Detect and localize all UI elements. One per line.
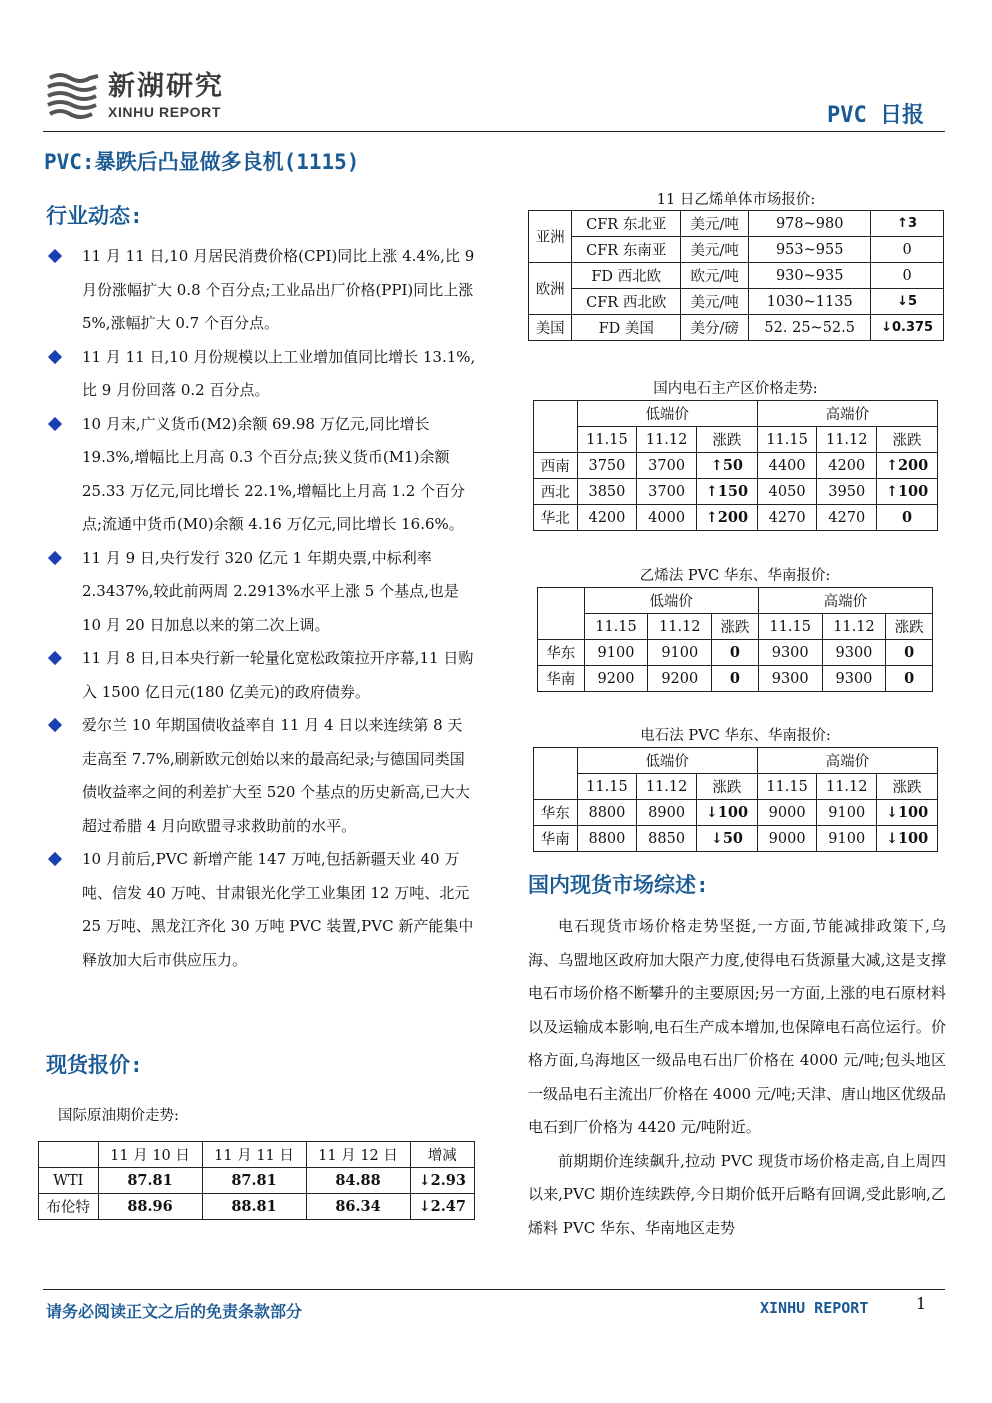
footer-brand: XINHU REPORT: [760, 1299, 869, 1317]
value-cell: 87.81: [98, 1168, 202, 1194]
value-cell: 4270: [817, 505, 877, 531]
unit-cell: 欧元/吨: [681, 263, 749, 289]
header-cell: 11 月 12 日: [306, 1142, 410, 1168]
value-cell: 8900: [637, 800, 697, 826]
bullet-text: 11 月 11 日,10 月居民消费价格(CPI)同比上涨 4.4%,比 9 月份涨幅扩大 0.8 个百分点;工业品出厂价格(PPI)同比上涨 5%,涨幅扩大 0.7 个百分点。: [82, 247, 475, 332]
ethylene-pvc-table: [537, 587, 933, 692]
logo: [46, 70, 246, 126]
high-price-header: 高端价: [757, 748, 937, 774]
term-cell: CFR 东北亚: [572, 211, 681, 237]
bullet-text: 10 月末,广义货币(M2)余额 69.98 万亿元,同比增长 19.3%,增幅比上月高 0.3 个百分点;狭义货币(M1)余额 25.33 万亿元,同比增长 22.1%,增幅比上月高 1.2 个百分点;流通中货币(M0)余额 4.16 万亿元,同比增长 16.6%。: [82, 414, 466, 533]
domestic-para-2: 前期期价连续飙升,拉动 PVC 现货市场价格走高,自上周四以来,PVC 期价连续跌停,今日期价低开后略有回调,受此影响,乙烯料 PVC 华东、华南地区走势: [528, 1151, 946, 1237]
table-row: [529, 237, 944, 263]
region-cell: 欧洲: [529, 263, 572, 315]
term-cell: CFR 西北欧: [572, 289, 681, 315]
value-cell: 3950: [817, 479, 877, 505]
value-cell: 9000: [757, 800, 817, 826]
price-cell: 978~980: [749, 211, 871, 237]
table-row: [39, 1142, 475, 1168]
table-row: [538, 666, 933, 692]
bullet-text: 10 月前后,PVC 新增产能 147 万吨,包括新疆天业 40 万吨、信发 40 万吨、甘肃银光化学工业集团 12 万吨、北元 25 万吨、黑龙江齐化 30 万吨 PVC 装置,PVC 新产能集中释放加大后市供应压力。: [82, 850, 474, 969]
value-cell: 9200: [584, 666, 648, 692]
table-row: [534, 427, 938, 453]
value-cell: 4000: [637, 505, 697, 531]
table-row: [529, 263, 944, 289]
region-cell: 华南: [534, 826, 578, 852]
diamond-bullet-icon: [48, 550, 62, 564]
carbide-pvc-table: [533, 747, 938, 852]
bullet-item: [46, 408, 476, 542]
sub-header-cell: 涨跌: [877, 427, 938, 453]
ethylene-table: [528, 210, 944, 341]
table-row: [534, 826, 938, 852]
ethylene-caption: 11 日乙烯单体市场报价:: [656, 192, 816, 208]
table-row: [534, 453, 938, 479]
high-price-header: 高端价: [757, 401, 937, 427]
section-industry: 行业动态:: [46, 204, 143, 228]
table-row: [538, 640, 933, 666]
unit-cell: 美元/吨: [681, 289, 749, 315]
table-row: [529, 211, 944, 237]
report-type: PVC 日报: [827, 103, 924, 128]
row-name: WTI: [39, 1168, 99, 1194]
header-cell: 11 月 11 日: [202, 1142, 306, 1168]
value-cell: 87.81: [202, 1168, 306, 1194]
sub-header-cell: 11.15: [757, 774, 817, 800]
region-cell: 华东: [534, 800, 578, 826]
sub-header-cell: 11.12: [637, 427, 697, 453]
calcium-table: [533, 400, 938, 531]
table-row: [39, 1194, 475, 1220]
low-price-header: 低端价: [577, 748, 757, 774]
sub-header-cell: 涨跌: [696, 774, 757, 800]
price-cell: 953~955: [749, 237, 871, 263]
bullet-item: [46, 843, 476, 977]
logo-cn: 新湖研究: [108, 71, 224, 102]
footer-rule: [43, 1289, 945, 1290]
region-cell: 西北: [534, 479, 578, 505]
bullet-text: 11 月 8 日,日本央行新一轮量化宽松政策拉开序幕,11 日购入 1500 亿日元(180 亿美元)的政府债券。: [82, 649, 474, 701]
term-cell: FD 美国: [572, 315, 681, 341]
change-cell: ↑ 150: [696, 479, 757, 505]
table-row: [534, 505, 938, 531]
header-rule: [43, 131, 945, 132]
term-cell: CFR 东南亚: [572, 237, 681, 263]
sub-header-cell: 涨跌: [712, 614, 759, 640]
section-spot: 现货报价:: [46, 1053, 143, 1077]
header-cell: 11 月 10 日: [98, 1142, 202, 1168]
domestic-para-1: 电石现货市场价格走势坚挺,一方面,节能减排政策下,乌海、乌盟地区政府加大限产力度,使得电石货源量大减,这是支撑电石市场价格不断攀升的主要原因;另一方面,上涨的电石原材料以及运输成本影响,电石生产成本增加,也保障电石高位运行。价格方面,乌海地区一级品电石出厂价格在 4000 元/吨;包头地区一级品电石主流出厂价格在 4000 元/吨;天津、唐山地区优级品电石到厂价格为 4420 元/吨附近。: [528, 917, 946, 1136]
change-cell: ↓ 0.375: [871, 315, 944, 341]
bullet-text: 11 月 9 日,央行发行 320 亿元 1 年期央票,中标利率 2.3437%,较此前两周 2.2913%水平上涨 5 个基点,也是 10 月 20 日加息以来的第二次上调。: [82, 548, 459, 634]
change-cell: ↓ 5: [871, 289, 944, 315]
domestic-text: [528, 910, 946, 1245]
carbide-pvc-caption: 电石法 PVC 华东、华南报价:: [640, 728, 831, 744]
bullet-text: 爱尔兰 10 年期国债收益率自 11 月 4 日以来连续第 8 天走高至 7.7%,刷新欧元创始以来的最高纪录;与德国同类国债收益率之间的利差扩大至 520 个基点的历史新高,已大大超过希腊 4 月向欧盟寻求救助前的水平。: [82, 716, 470, 835]
diamond-bullet-icon: [48, 349, 62, 363]
unit-cell: 美元/吨: [681, 211, 749, 237]
ethylene-pvc-caption: 乙烯法 PVC 华东、华南报价:: [639, 568, 831, 584]
bullet-item: [46, 642, 476, 709]
value-cell: 8850: [637, 826, 697, 852]
value-cell: 9100: [648, 640, 712, 666]
table-row: [534, 774, 938, 800]
footer-disclaimer: 请务必阅读正文之后的免责条款部分: [46, 1302, 303, 1321]
value-cell: 3700: [637, 453, 697, 479]
region-cell: 华东: [538, 640, 585, 666]
table-row: [538, 588, 933, 614]
crude-table: [38, 1141, 475, 1220]
table-row: [529, 289, 944, 315]
industry-bullets: [46, 240, 476, 977]
sub-header-cell: 11.12: [817, 774, 877, 800]
value-cell: 9300: [822, 666, 886, 692]
region-cell: 美国: [529, 315, 572, 341]
value-cell: 9000: [757, 826, 817, 852]
change-cell: 0: [886, 666, 933, 692]
diamond-bullet-icon: [48, 416, 62, 430]
change-cell: ↑ 200: [877, 453, 938, 479]
sub-header-cell: 11.15: [757, 427, 817, 453]
change-cell: ↓ 100: [877, 826, 938, 852]
change-cell: ↓ 100: [696, 800, 757, 826]
bullet-item: [46, 240, 476, 341]
sub-header-cell: 11.15: [577, 774, 637, 800]
diamond-bullet-icon: [48, 651, 62, 665]
price-cell: 1030~1135: [749, 289, 871, 315]
value-cell: 3750: [577, 453, 637, 479]
sub-header-cell: 11.15: [758, 614, 822, 640]
unit-cell: 美分/磅: [681, 315, 749, 341]
bullet-item: [46, 542, 476, 643]
section-domestic: 国内现货市场综述:: [528, 873, 709, 897]
bullet-text: 11 月 11 日,10 月份规模以上工业增加值同比增长 13.1%,比 9 月份回落 0.2 百分点。: [82, 347, 476, 399]
value-cell: 9200: [648, 666, 712, 692]
value-cell: 88.81: [202, 1194, 306, 1220]
value-cell: 9300: [822, 640, 886, 666]
table-row: [534, 401, 938, 427]
change-cell: 0: [877, 505, 938, 531]
header-cell: 增减: [410, 1142, 474, 1168]
row-name: 布伦特: [39, 1194, 99, 1220]
change-cell: ↓ 2.47: [410, 1194, 474, 1220]
table-row: [538, 614, 933, 640]
crude-caption: 国际原油期价走势:: [58, 1108, 179, 1124]
table-row: [39, 1168, 475, 1194]
change-cell: 0: [871, 237, 944, 263]
region-cell: 华南: [538, 666, 585, 692]
table-row: [534, 748, 938, 774]
change-cell: ↓ 50: [696, 826, 757, 852]
value-cell: 4200: [577, 505, 637, 531]
value-cell: 86.34: [306, 1194, 410, 1220]
corner-cell: [534, 748, 578, 800]
change-cell: 0: [712, 666, 759, 692]
change-cell: 0: [712, 640, 759, 666]
sub-header-cell: 涨跌: [877, 774, 938, 800]
page-number: 1: [916, 1294, 927, 1313]
sub-header-cell: 11.12: [637, 774, 697, 800]
corner-cell: [538, 588, 585, 640]
unit-cell: 美元/吨: [681, 237, 749, 263]
sub-header-cell: 涨跌: [886, 614, 933, 640]
value-cell: 9100: [817, 826, 877, 852]
value-cell: 9100: [817, 800, 877, 826]
change-cell: ↓ 2.93: [410, 1168, 474, 1194]
value-cell: 3850: [577, 479, 637, 505]
calcium-caption: 国内电石主产区价格走势:: [653, 381, 818, 397]
value-cell: 8800: [577, 826, 637, 852]
diamond-bullet-icon: [48, 852, 62, 866]
bullet-item: [46, 709, 476, 843]
value-cell: 4400: [757, 453, 817, 479]
logo-en: XINHU REPORT: [108, 104, 221, 120]
high-price-header: 高端价: [758, 588, 932, 614]
change-cell: ↑ 50: [696, 453, 757, 479]
value-cell: 9300: [758, 666, 822, 692]
price-cell: 52. 25~52.5: [749, 315, 871, 341]
region-cell: 亚洲: [529, 211, 572, 263]
sub-header-cell: 11.12: [817, 427, 877, 453]
region-cell: 华北: [534, 505, 578, 531]
sub-header-cell: 11.12: [822, 614, 886, 640]
change-cell: ↓ 100: [877, 800, 938, 826]
change-cell: 0: [871, 263, 944, 289]
wave-logo-icon: [46, 72, 102, 122]
diamond-bullet-icon: [48, 249, 62, 263]
bullet-item: [46, 341, 476, 408]
diamond-bullet-icon: [48, 718, 62, 732]
sub-header-cell: 11.12: [648, 614, 712, 640]
sub-header-cell: 11.15: [584, 614, 648, 640]
value-cell: 3700: [637, 479, 697, 505]
header-cell: [39, 1142, 99, 1168]
value-cell: 9300: [758, 640, 822, 666]
table-row: [529, 315, 944, 341]
value-cell: 8800: [577, 800, 637, 826]
low-price-header: 低端价: [577, 401, 757, 427]
table-row: [534, 800, 938, 826]
change-cell: ↑ 200: [696, 505, 757, 531]
change-cell: ↑ 3: [871, 211, 944, 237]
page-title: PVC:暴跌后凸显做多良机(1115): [44, 150, 360, 174]
region-cell: 西南: [534, 453, 578, 479]
value-cell: 84.88: [306, 1168, 410, 1194]
value-cell: 9100: [584, 640, 648, 666]
value-cell: 88.96: [98, 1194, 202, 1220]
price-cell: 930~935: [749, 263, 871, 289]
value-cell: 4050: [757, 479, 817, 505]
sub-header-cell: 11.15: [577, 427, 637, 453]
table-row: [534, 479, 938, 505]
value-cell: 4270: [757, 505, 817, 531]
low-price-header: 低端价: [584, 588, 758, 614]
sub-header-cell: 涨跌: [696, 427, 757, 453]
corner-cell: [534, 401, 578, 453]
term-cell: FD 西北欧: [572, 263, 681, 289]
change-cell: 0: [886, 640, 933, 666]
value-cell: 4200: [817, 453, 877, 479]
change-cell: ↑ 100: [877, 479, 938, 505]
